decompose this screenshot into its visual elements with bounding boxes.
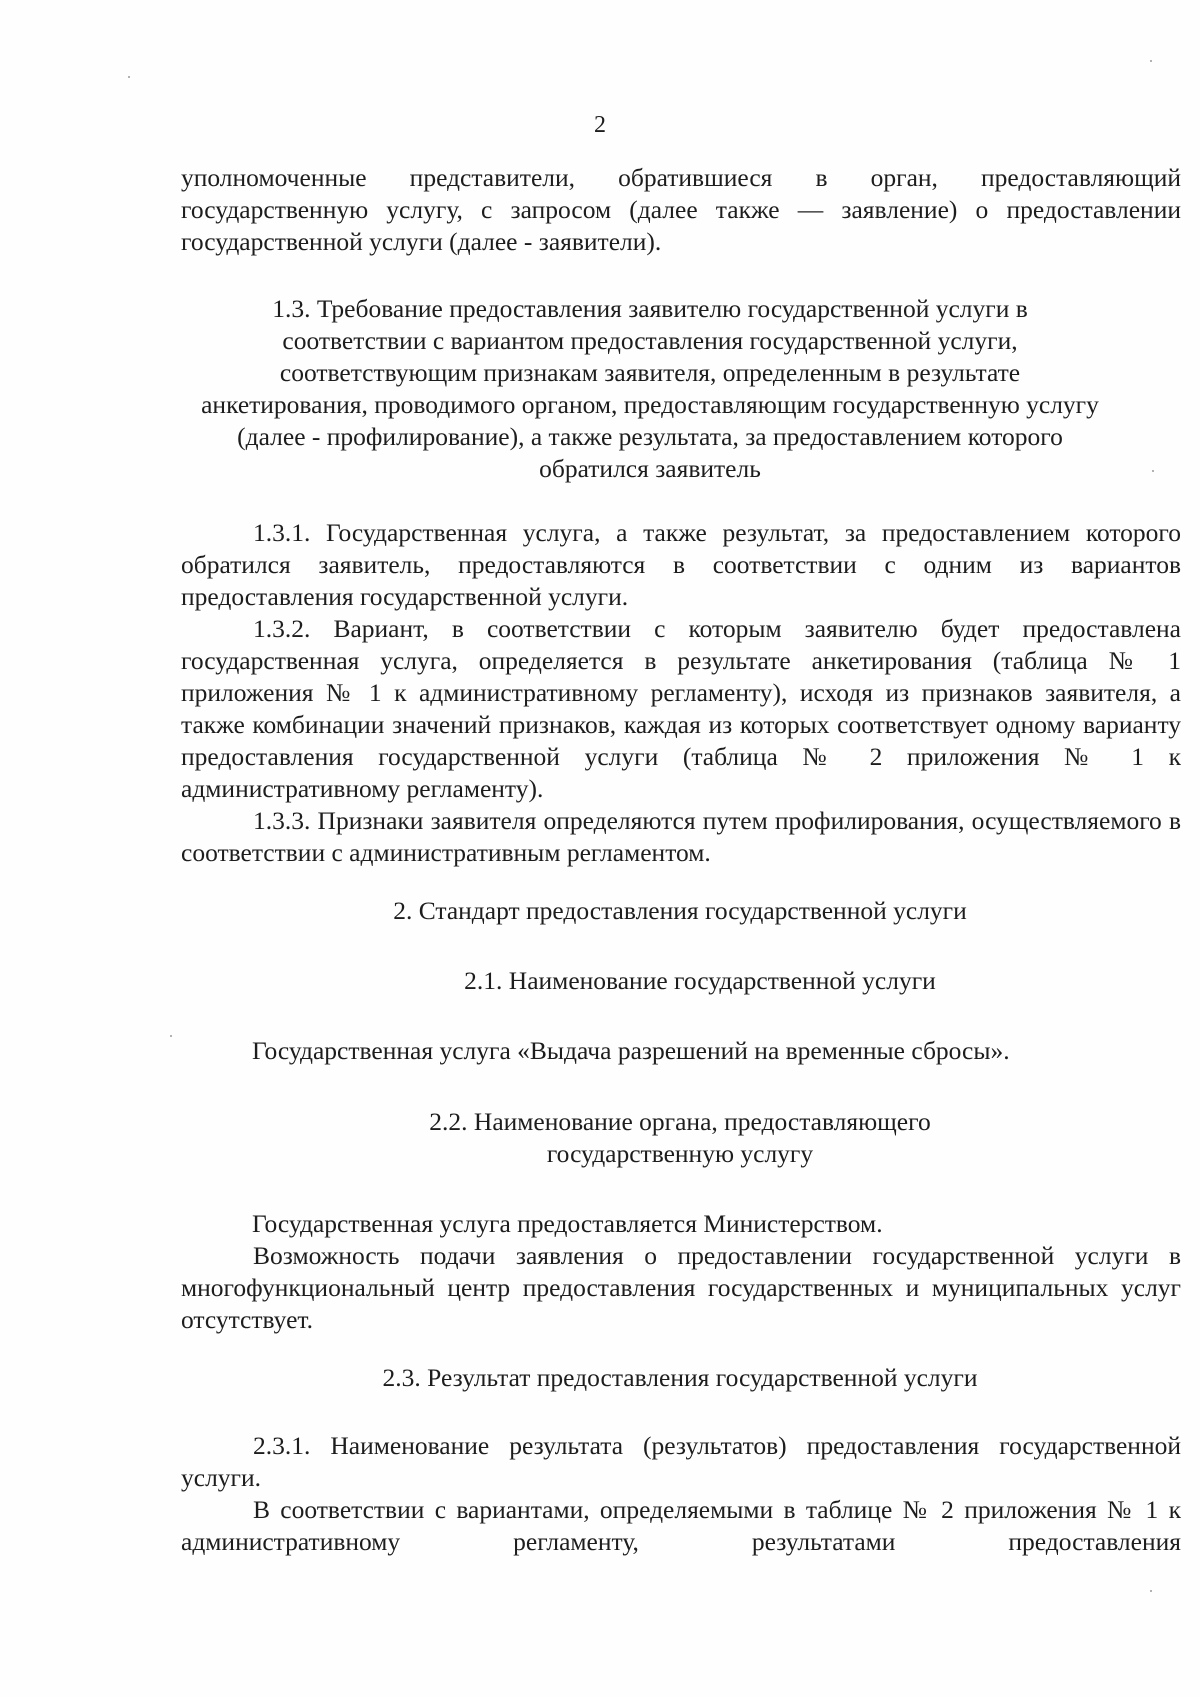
paragraph-2-2-b: Возможность подачи заявления о предоставлении государственной услуги в многофункциональный центр предоставления государственных и муниципальных услуг отсутствует. — [181, 1241, 1181, 1334]
paragraph-2-2-a: Государственная услуга предоставляется Министерством. — [252, 1209, 883, 1238]
paragraph-1-3-1: 1.3.1. Государственная услуга, а также результат, за предоставлением которого обратился заявитель, предоставляются в соответствии с одним из вариантов предоставления государственной услуги. — [181, 518, 1181, 611]
section-2-2-heading-line1: 2.2. Наименование органа, предоставляющего — [429, 1107, 931, 1136]
section-1-3-heading: 1.3. Требование предоставления заявителю государственной услуги в соответствии с вариантом предоставления государственной услуги, соответствующим признакам заявителя, определенным в результате анкетирования, проводимого органом, предоставляющим государственную услугу (далее - профилирование), а также результата, за предоставлением которого обратился заявитель — [201, 294, 1099, 483]
paragraph-2-3-1-continued: В соответствии с вариантами, определяемыми в таблице № 2 приложения № 1 к административному регламенту, результатами предоставления — [181, 1495, 1181, 1556]
intro-paragraph: уполномоченные представители, обратившиеся в орган, предоставляющий государственную услугу, с запросом (далее также — заявление) о предоставлении государственной услуги (далее - заявители). — [181, 163, 1181, 256]
paragraph-1-3-3: 1.3.3. Признаки заявителя определяются путем профилирования, осуществляемого в соответствии с административным регламентом. — [181, 806, 1181, 867]
section-2-2-heading-line2: государственную услугу — [546, 1139, 814, 1168]
scan-speck — [128, 76, 130, 78]
section-2-heading: 2. Стандарт предоставления государственной услуги — [393, 896, 967, 925]
paragraph-2-1: Государственная услуга «Выдача разрешений на временные сбросы». — [252, 1036, 1010, 1065]
section-2-1-heading: 2.1. Наименование государственной услуги — [464, 966, 936, 995]
section-2-3-heading: 2.3. Результат предоставления государственной услуги — [382, 1363, 978, 1392]
scan-speck — [1150, 60, 1152, 62]
paragraph-2-3-1: 2.3.1. Наименование результата (результатов) предоставления государственной услуги. — [181, 1431, 1181, 1492]
scan-speck — [170, 1035, 172, 1037]
paragraph-1-3-2: 1.3.2. Вариант, в соответствии с которым заявителю будет предоставлена государственная услуга, определяется в результате анкетирования (таблица № 1 приложения № 1 к административному регламенту), исходя из признаков заявителя, а также комбинации значений признаков, каждая из которых соответствует одному варианту предоставления государственной услуги (таблица № 2 приложения № 1 к административному регламенту). — [181, 614, 1181, 803]
scan-speck — [1152, 470, 1154, 472]
scan-speck — [1150, 1590, 1152, 1592]
page-number: 2 — [594, 112, 606, 138]
